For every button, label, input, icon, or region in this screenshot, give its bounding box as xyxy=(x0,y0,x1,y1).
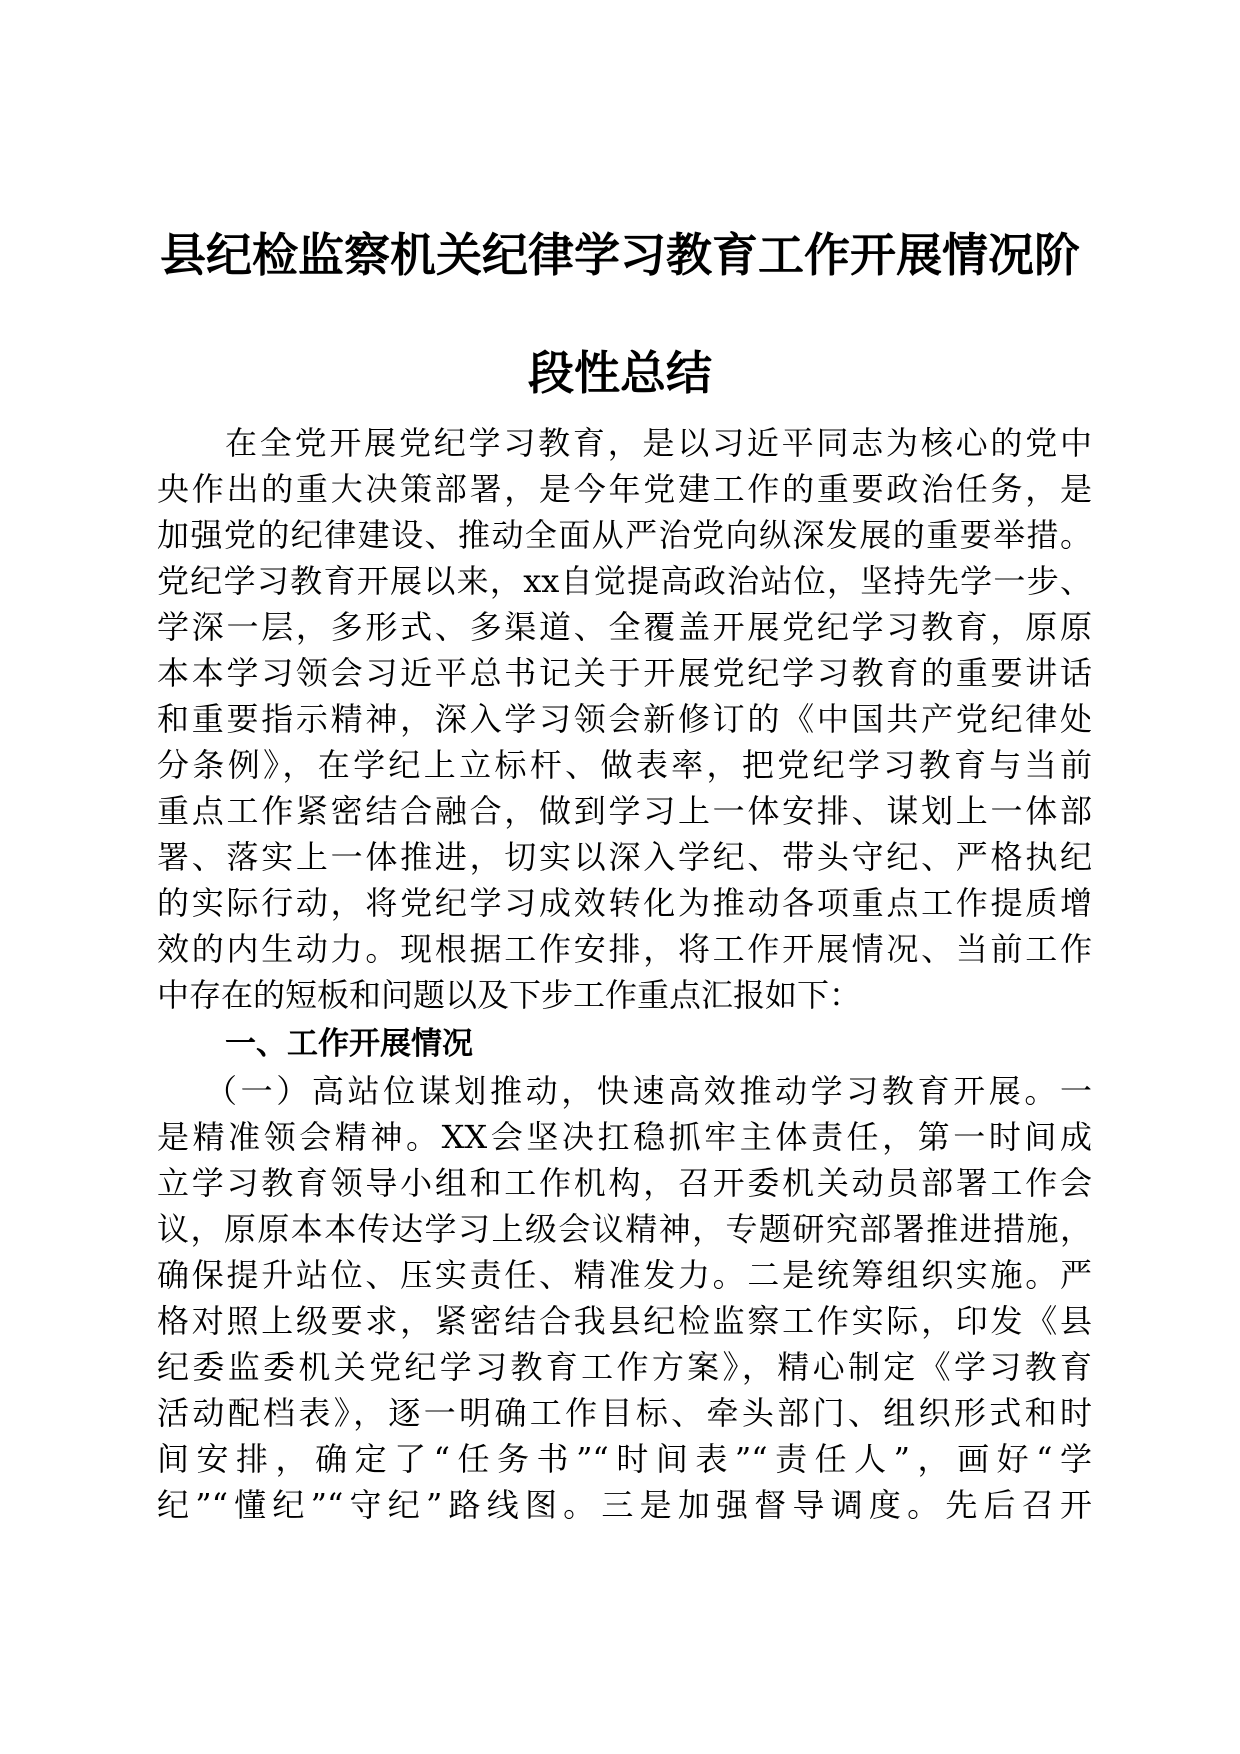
section-paragraph-line: 是精准领会精神。XX会坚决扛稳抓牢主体责任，第一时间成 xyxy=(157,1118,1092,1156)
intro-paragraph-line: 在全党开展党纪学习教育，是以习近平同志为核心的党中 xyxy=(225,424,1092,462)
section-paragraph-line: 间安排，确定了“任务书”“时间表”“责任人”，画好“学 xyxy=(157,1440,1092,1478)
intro-paragraph-line: 重点工作紧密结合融合，做到学习上一体安排、谋划上一体部 xyxy=(157,792,1092,830)
section-paragraph-line: 确保提升站位、压实责任、精准发力。二是统筹组织实施。严 xyxy=(157,1256,1092,1294)
intro-paragraph-line: 的实际行动，将党纪学习成效转化为推动各项重点工作提质增 xyxy=(157,884,1092,922)
intro-paragraph-line: 党纪学习教育开展以来，xx自觉提高政治站位，坚持先学一步、 xyxy=(157,562,1092,600)
section-paragraph-line: （一）高站位谋划推动，快速高效推动学习教育开展。一 xyxy=(205,1072,1092,1110)
intro-paragraph-line: 央作出的重大决策部署，是今年党建工作的重要政治任务，是 xyxy=(157,470,1092,508)
section-paragraph-line: 立学习教育领导小组和工作机构，召开委机关动员部署工作会 xyxy=(157,1164,1092,1202)
document-title-line-2: 段性总结 xyxy=(528,346,712,400)
intro-paragraph-line: 加强党的纪律建设、推动全面从严治党向纵深发展的重要举措。 xyxy=(157,516,1092,554)
intro-paragraph-line: 中存在的短板和问题以及下步工作重点汇报如下： xyxy=(157,976,862,1014)
section-paragraph-line: 纪委监委机关党纪学习教育工作方案》，精心制定《学习教育 xyxy=(157,1348,1092,1386)
intro-paragraph-line: 效的内生动力。现根据工作安排，将工作开展情况、当前工作 xyxy=(157,930,1092,968)
intro-paragraph-line: 学深一层，多形式、多渠道、全覆盖开展党纪学习教育，原原 xyxy=(157,608,1092,646)
intro-paragraph-line: 分条例》，在学纪上立标杆、做表率，把党纪学习教育与当前 xyxy=(157,746,1092,784)
section-heading: 一、工作开展情况 xyxy=(225,1026,473,1062)
section-paragraph-line: 纪”“懂纪”“守纪”路线图。三是加强督导调度。先后召开 xyxy=(157,1486,1092,1524)
document-title-line-1: 县纪检监察机关纪律学习教育工作开展情况阶 xyxy=(160,228,1080,282)
section-paragraph-line: 格对照上级要求，紧密结合我县纪检监察工作实际，印发《县 xyxy=(157,1302,1092,1340)
intro-paragraph-line: 本本学习领会习近平总书记关于开展党纪学习教育的重要讲话 xyxy=(157,654,1092,692)
intro-paragraph-line: 署、落实上一体推进，切实以深入学纪、带头守纪、严格执纪 xyxy=(157,838,1092,876)
intro-paragraph-line: 和重要指示精神，深入学习领会新修订的《中国共产党纪律处 xyxy=(157,700,1092,738)
section-paragraph-line: 活动配档表》，逐一明确工作目标、牵头部门、组织形式和时 xyxy=(157,1394,1092,1432)
section-paragraph-line: 议，原原本本传达学习上级会议精神，专题研究部署推进措施， xyxy=(157,1210,1092,1248)
